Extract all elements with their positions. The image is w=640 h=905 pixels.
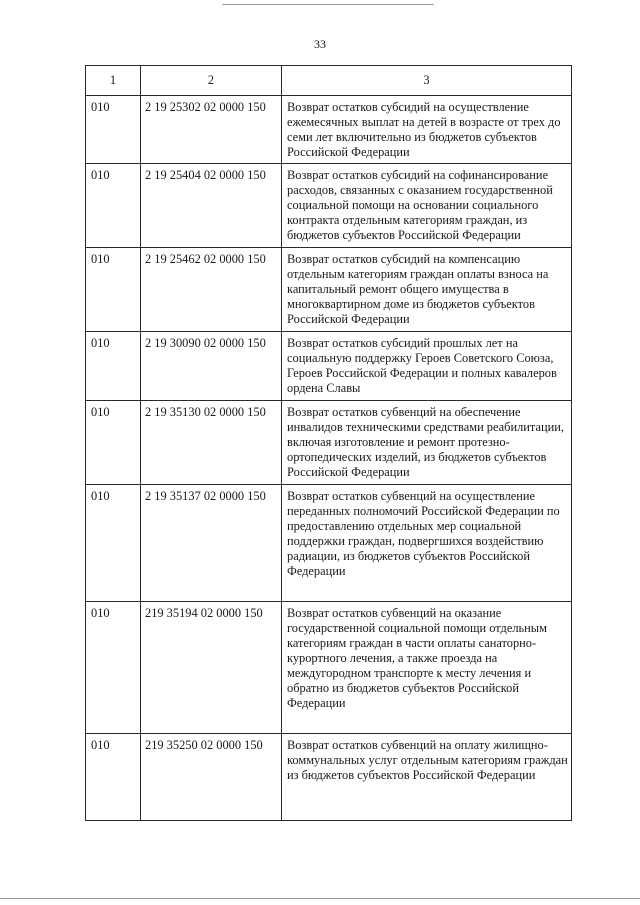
- admin-code-cell: 010: [86, 602, 141, 734]
- page-number: 33: [314, 37, 326, 51]
- budget-code-cell: 2 19 25404 02 0000 150: [141, 164, 282, 248]
- table-row: [86, 734, 572, 821]
- budget-code-cell: 2 19 35130 02 0000 150: [141, 401, 282, 485]
- admin-code-cell: 010: [86, 96, 141, 164]
- budget-code-cell: 2 19 25302 02 0000 150: [141, 96, 282, 164]
- budget-code-cell: 2 19 25462 02 0000 150: [141, 248, 282, 332]
- table-row: [86, 602, 572, 734]
- admin-code-cell: 010: [86, 401, 141, 485]
- description-cell: Возврат остатков субсидий прошлых лет на социальную поддержку Героев Советского Союза, Героев Российской Федерации и полных кавалеров ордена Славы: [282, 332, 572, 401]
- bottom-rule: [0, 898, 640, 899]
- description-cell: Возврат остатков субсидий на софинансирование расходов, связанных с оказанием государственной социальной помощи на основании социального контракта отдельным категориям граждан, из бюджетов субъектов Российской Федерации: [282, 164, 572, 248]
- admin-code-cell: 010: [86, 248, 141, 332]
- description-cell: Возврат остатков субвенций на оплату жилищно-коммунальных услуг отдельным категориям граждан из бюджетов субъектов Российской Федерации: [282, 734, 572, 821]
- column-header-2: 2: [141, 66, 282, 96]
- table-row: [86, 332, 572, 401]
- table-row: [86, 248, 572, 332]
- column-header-1: 1: [86, 66, 141, 96]
- description-cell: Возврат остатков субвенций на обеспечение инвалидов техническими средствами реабилитации, включая изготовление и ремонт протезно-ортопедических изделий, из бюджетов субъектов Российской Федерации: [282, 401, 572, 485]
- description-cell: Возврат остатков субвенций на оказание государственной социальной помощи отдельным категориям граждан в части оплаты санаторно-курортного лечения, а также проезда на междугородном транспорте к месту лечения и обратно из бюджетов субъектов Российской Федерации: [282, 602, 572, 734]
- description-cell: Возврат остатков субсидий на осуществление ежемесячных выплат на детей в возрасте от трех до семи лет включительно из бюджетов субъектов Российской Федерации: [282, 96, 572, 164]
- budget-codes-table: [85, 65, 572, 821]
- admin-code-cell: 010: [86, 332, 141, 401]
- budget-code-cell: 219 35194 02 0000 150: [141, 602, 282, 734]
- description-cell: Возврат остатков субсидий на компенсацию отдельным категориям граждан оплаты взноса на капитальный ремонт общего имущества в многоквартирном доме из бюджетов субъектов Российской Федерации: [282, 248, 572, 332]
- table-row: [86, 401, 572, 485]
- table-row: [86, 96, 572, 164]
- budget-code-cell: 219 35250 02 0000 150: [141, 734, 282, 821]
- table-header-row: [86, 66, 572, 96]
- admin-code-cell: 010: [86, 164, 141, 248]
- top-rule: [222, 4, 434, 5]
- admin-code-cell: 010: [86, 734, 141, 821]
- budget-code-cell: 2 19 35137 02 0000 150: [141, 485, 282, 602]
- budget-code-cell: 2 19 30090 02 0000 150: [141, 332, 282, 401]
- column-header-3: 3: [282, 66, 572, 96]
- table-row: [86, 164, 572, 248]
- admin-code-cell: 010: [86, 485, 141, 602]
- description-cell: Возврат остатков субвенций на осуществление переданных полномочий Российской Федерации по предоставлению отдельных мер социальной поддержки граждан, подвергшихся воздействию радиации, из бюджетов субъектов Российской Федерации: [282, 485, 572, 602]
- table-row: [86, 485, 572, 602]
